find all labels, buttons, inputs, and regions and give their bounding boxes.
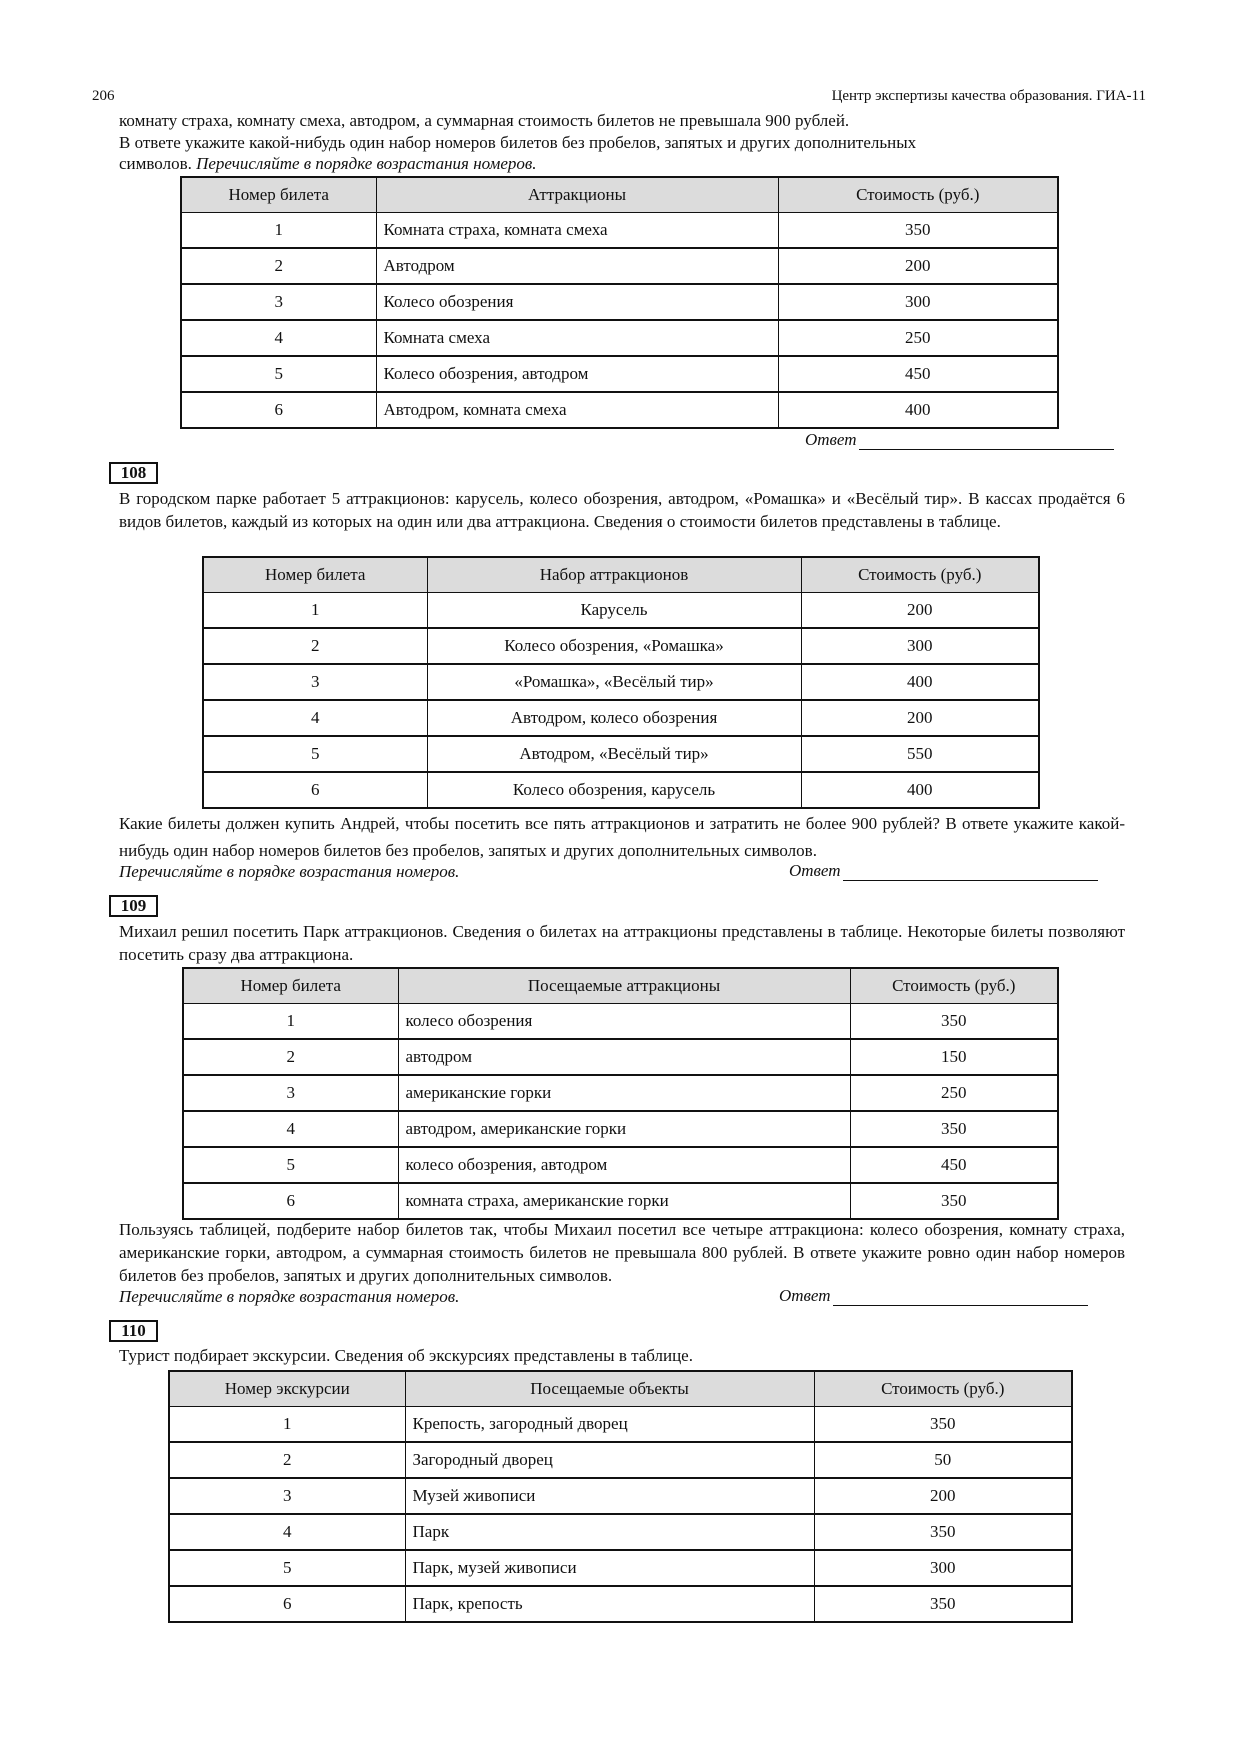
price-cell: 350 [850, 1183, 1058, 1219]
description-cell: Парк [405, 1514, 814, 1550]
description-cell: Музей живописи [405, 1478, 814, 1514]
ticket-number-cell: 5 [203, 736, 427, 772]
price-cell: 300 [814, 1550, 1072, 1586]
description-cell: Автодром [376, 248, 778, 284]
price-cell: 350 [814, 1586, 1072, 1622]
answer-label: Ответ [789, 861, 841, 880]
task109-table-body [183, 1004, 1058, 1220]
price-cell: 50 [814, 1442, 1072, 1478]
description-cell: «Ромашка», «Весёлый тир» [427, 664, 801, 700]
price-cell: 450 [850, 1147, 1058, 1183]
table-row [169, 1586, 1072, 1622]
description-cell: Колесо обозрения, автодром [376, 356, 778, 392]
ticket-number-cell: 6 [203, 772, 427, 808]
task107-line1: комнату страха, комнату смеха, автодром, а суммарная стоимость билетов не превышала 900 рублей. [119, 111, 850, 130]
price-cell: 550 [801, 736, 1039, 772]
table-row [203, 772, 1039, 808]
answer-blank[interactable] [833, 1287, 1088, 1306]
price-cell: 350 [850, 1111, 1058, 1147]
table-row [203, 700, 1039, 736]
column-header: Посещаемые аттракционы [398, 968, 850, 1004]
ticket-number-cell: 4 [183, 1111, 398, 1147]
task108-question: Какие билеты должен купить Андрей, чтобы посетить все пять аттракционов и затратить не более 900 рублей? В ответе укажите какой-нибудь один набор номеров билетов без пробелов, запятых и других дополнительных символов. [119, 814, 1125, 860]
description-cell: американские горки [398, 1075, 850, 1111]
description-cell: Комната страха, комната смеха [376, 213, 778, 249]
ticket-number-cell: 1 [169, 1407, 405, 1443]
ticket-number-cell: 4 [181, 320, 376, 356]
task107-line2: В ответе укажите какой-нибудь один набор номеров билетов без пробелов, запятых и других дополнительных [119, 133, 917, 152]
table-row [203, 736, 1039, 772]
description-cell: колесо обозрения [398, 1004, 850, 1040]
page-number: 206 [92, 88, 115, 104]
price-cell: 200 [801, 700, 1039, 736]
table-row [181, 392, 1058, 428]
column-header: Стоимость (руб.) [814, 1371, 1072, 1407]
price-cell: 250 [778, 320, 1058, 356]
description-cell: Карусель [427, 593, 801, 629]
price-cell: 450 [778, 356, 1058, 392]
answer-blank[interactable] [859, 431, 1114, 450]
table-row [183, 1147, 1058, 1183]
ticket-number-cell: 3 [183, 1075, 398, 1111]
table-row [183, 1111, 1058, 1147]
task109-ticket-table [182, 967, 1059, 1220]
task108-ticket-table [202, 556, 1040, 809]
price-cell: 200 [801, 593, 1039, 629]
table-row [183, 1183, 1058, 1219]
ticket-number-cell: 2 [181, 248, 376, 284]
task107-table-body [181, 213, 1058, 429]
description-cell: Колесо обозрения, «Ромашка» [427, 628, 801, 664]
ticket-number-cell: 5 [169, 1550, 405, 1586]
answer-label: Ответ [779, 1286, 831, 1305]
table-row [203, 593, 1039, 629]
column-header: Стоимость (руб.) [778, 177, 1058, 213]
table-row [183, 1075, 1058, 1111]
description-cell: Парк, крепость [405, 1586, 814, 1622]
description-cell: автодром, американские горки [398, 1111, 850, 1147]
task107-order-note: Перечисляйте в порядке возрастания номеров. [196, 154, 537, 173]
price-cell: 350 [814, 1407, 1072, 1443]
price-cell: 200 [778, 248, 1058, 284]
task108-order-note: Перечисляйте в порядке возрастания номеров. [119, 862, 460, 881]
task109-intro: Михаил решил посетить Парк аттракционов. Сведения о билетах на аттракционы представлены в таблице. Некоторые билеты позволяют посетить сразу два аттракциона. [119, 922, 1125, 964]
table-row [169, 1514, 1072, 1550]
ticket-number-cell: 5 [181, 356, 376, 392]
price-cell: 300 [778, 284, 1058, 320]
price-cell: 350 [778, 213, 1058, 249]
table-row [181, 284, 1058, 320]
price-cell: 200 [814, 1478, 1072, 1514]
answer-label: Ответ [805, 430, 857, 449]
column-header: Номер билета [203, 557, 427, 593]
ticket-number-cell: 4 [203, 700, 427, 736]
task110-intro: Турист подбирает экскурсии. Сведения об экскурсиях представлены в таблице. [119, 1346, 693, 1365]
task-number-110: 110 [109, 1320, 158, 1342]
price-cell: 350 [814, 1514, 1072, 1550]
ticket-number-cell: 4 [169, 1514, 405, 1550]
task108-table-body [203, 593, 1039, 809]
description-cell: комната страха, американские горки [398, 1183, 850, 1219]
ticket-number-cell: 6 [169, 1586, 405, 1622]
ticket-number-cell: 2 [183, 1039, 398, 1075]
description-cell: Автодром, колесо обозрения [427, 700, 801, 736]
description-cell: Парк, музей живописи [405, 1550, 814, 1586]
description-cell: Колесо обозрения, карусель [427, 772, 801, 808]
price-cell: 250 [850, 1075, 1058, 1111]
ticket-number-cell: 3 [181, 284, 376, 320]
ticket-number-cell: 2 [203, 628, 427, 664]
column-header: Стоимость (руб.) [850, 968, 1058, 1004]
column-header: Стоимость (руб.) [801, 557, 1039, 593]
header-title: Центр экспертизы качества образования. ГИА-11 [831, 88, 1146, 104]
table-row [183, 1039, 1058, 1075]
price-cell: 400 [801, 664, 1039, 700]
task108-answer [789, 861, 1098, 881]
table-row [181, 248, 1058, 284]
description-cell: автодром [398, 1039, 850, 1075]
task109-question: Пользуясь таблицей, подберите набор билетов так, чтобы Михаил посетил все четыре аттракциона: колесо обозрения, комнату страха, американские горки, автодром, а суммарная стоимость билетов не превышала 800 рублей. В ответе укажите ровно один набор номеров билетов без пробелов, запятых и других дополнительных символов. [119, 1220, 1125, 1285]
table-row [181, 320, 1058, 356]
price-cell: 400 [801, 772, 1039, 808]
column-header: Посещаемые объекты [405, 1371, 814, 1407]
ticket-number-cell: 5 [183, 1147, 398, 1183]
price-cell: 400 [778, 392, 1058, 428]
ticket-number-cell: 3 [203, 664, 427, 700]
table-row [181, 213, 1058, 249]
ticket-number-cell: 3 [169, 1478, 405, 1514]
description-cell: Крепость, загородный дворец [405, 1407, 814, 1443]
ticket-number-cell: 6 [183, 1183, 398, 1219]
description-cell: Автодром, «Весёлый тир» [427, 736, 801, 772]
description-cell: Загородный дворец [405, 1442, 814, 1478]
ticket-number-cell: 1 [203, 593, 427, 629]
ticket-number-cell: 6 [181, 392, 376, 428]
column-header: Аттракционы [376, 177, 778, 213]
ticket-number-cell: 1 [181, 213, 376, 249]
task-number-108: 108 [109, 462, 158, 484]
column-header: Номер билета [183, 968, 398, 1004]
table-row [203, 664, 1039, 700]
ticket-number-cell: 2 [169, 1442, 405, 1478]
description-cell: Колесо обозрения [376, 284, 778, 320]
task109-order-note: Перечисляйте в порядке возрастания номеров. [119, 1287, 460, 1306]
price-cell: 150 [850, 1039, 1058, 1075]
column-header: Номер экскурсии [169, 1371, 405, 1407]
table-row [183, 1004, 1058, 1040]
task107-ticket-table [180, 176, 1059, 429]
task107-answer [805, 430, 1114, 450]
price-cell: 350 [850, 1004, 1058, 1040]
table-row [169, 1407, 1072, 1443]
task110-excursion-table [168, 1370, 1073, 1623]
table-row [169, 1478, 1072, 1514]
description-cell: Комната смеха [376, 320, 778, 356]
answer-blank[interactable] [843, 862, 1098, 881]
table-row [181, 356, 1058, 392]
table-row [203, 628, 1039, 664]
task-number-109: 109 [109, 895, 158, 917]
table-row [169, 1550, 1072, 1586]
description-cell: Автодром, комната смеха [376, 392, 778, 428]
task108-intro: В городском парке работает 5 аттракционов: карусель, колесо обозрения, автодром, «Ромашка» и «Весёлый тир». В кассах продаётся 6 видов билетов, каждый из которых на один или два аттракциона. Сведения о стоимости билетов представлены в таблице. [119, 489, 1125, 531]
column-header: Набор аттракционов [427, 557, 801, 593]
price-cell: 300 [801, 628, 1039, 664]
task109-answer [779, 1286, 1088, 1306]
task107-line3-plain: символов. [119, 154, 192, 173]
task110-table-body [169, 1407, 1072, 1623]
description-cell: колесо обозрения, автодром [398, 1147, 850, 1183]
ticket-number-cell: 1 [183, 1004, 398, 1040]
table-row [169, 1442, 1072, 1478]
task107-line3 [119, 153, 537, 175]
page-header [92, 88, 1146, 108]
column-header: Номер билета [181, 177, 376, 213]
